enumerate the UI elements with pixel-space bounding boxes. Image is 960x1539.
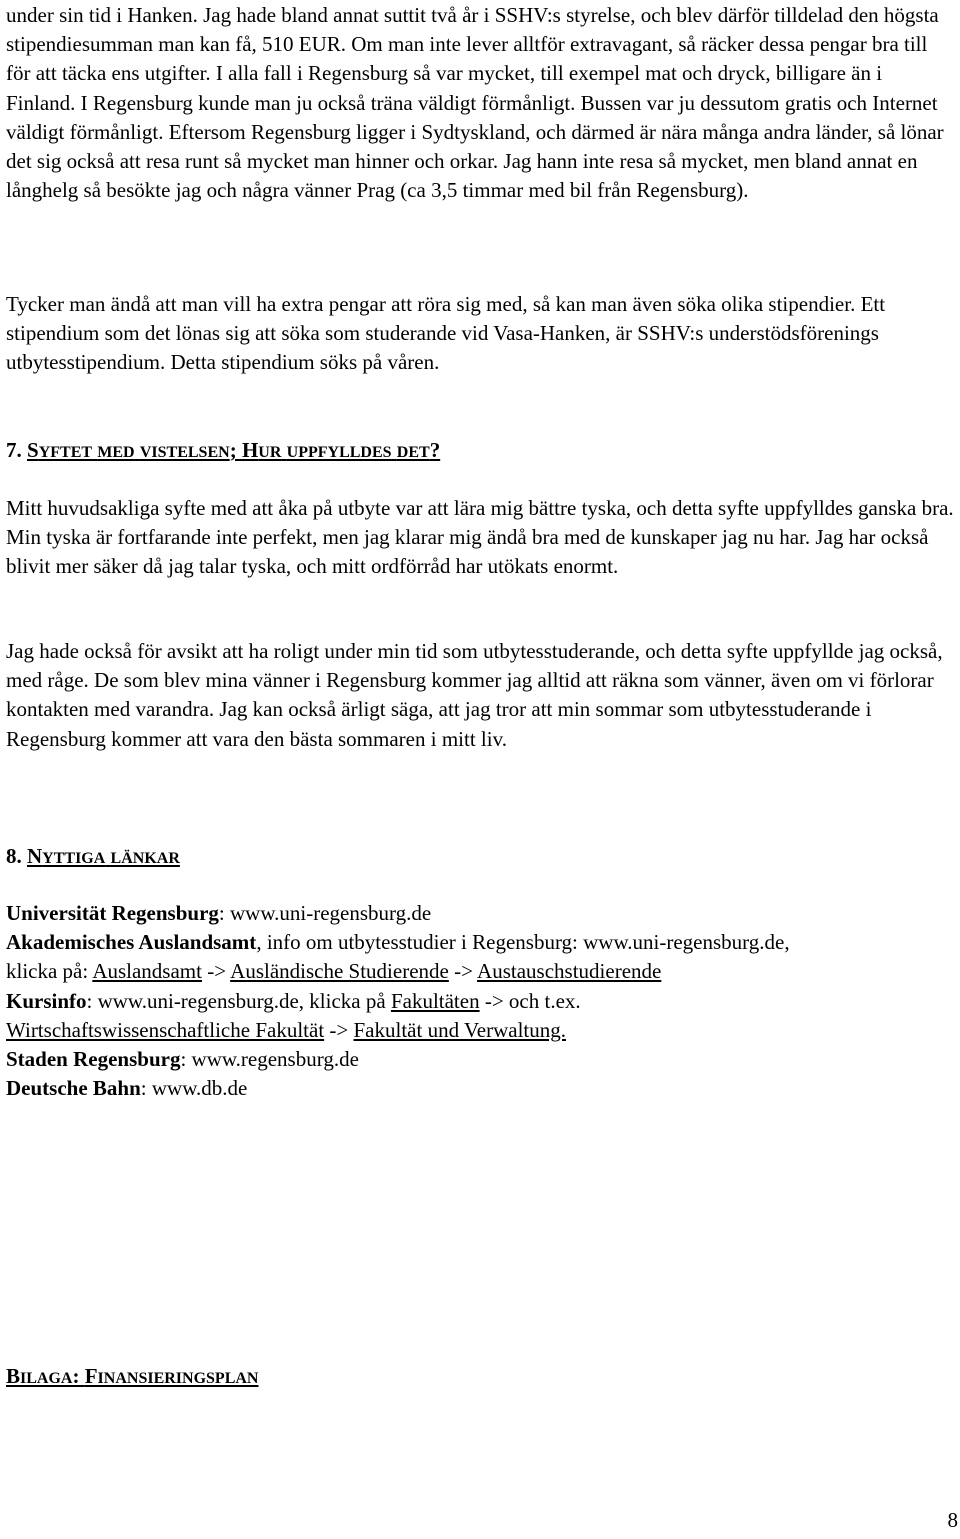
- link-label: Universität Regensburg: [6, 901, 219, 925]
- link-line-bahn: [6, 1074, 956, 1103]
- heading-word: B: [6, 1364, 21, 1388]
- heading-word: DET: [396, 444, 430, 461]
- link-auslaendische-studierende[interactable]: Ausländische Studierende: [230, 959, 449, 984]
- link-line-city: [6, 1045, 956, 1074]
- paragraph-financing: [6, 1, 956, 205]
- link-line-auslandsamt-path: [6, 957, 956, 986]
- paragraph-financing-text: under sin tid i Hanken. Jag hade bland annat suttit två år i SSHV:s styrelse, och blev därför tilldelad den högsta stipendiesumman man kan få, 510 EUR. Om man inte lever alltför extravagant, så räcker dessa pengar bra till för att täcka ens utgifter. I alla fall i Regensburg så var mycket, till exempel mat och dryck, billigare än i Finland. I Regensburg kunde man ju också träna väldigt förmånligt. Bussen var ju dessutom gratis och Internet väldigt förmånligt. Eftersom Regensburg ligger i Sydtyskland, och därmed är nära många andra länder, så lönar det sig också att resa runt så mycket man hinner och orkar. Jag hann inte resa så mycket, men bland annat en långhelg så besökte jag och några vänner Prag (ca 3,5 timmar med bil från Regensburg).: [6, 3, 944, 203]
- link-label: Akademisches Auslandsamt: [6, 930, 257, 955]
- heading-word: INANSIERINGSPLAN: [97, 1370, 259, 1387]
- heading-word: YFTET: [38, 444, 93, 461]
- link-line-university: [6, 899, 956, 928]
- link-label: Staden Regensburg: [6, 1047, 181, 1072]
- link-label: Deutsche Bahn: [6, 1076, 141, 1101]
- appendix-heading-title: [6, 1364, 258, 1388]
- heading-word: F: [84, 1364, 98, 1388]
- section-heading-8: [6, 842, 180, 873]
- link-fakultaeten[interactable]: Fakultäten: [390, 988, 480, 1013]
- link-prefix: klicka på:: [6, 959, 93, 984]
- heading-word: VISTELSEN: [139, 444, 230, 461]
- heading-word: S: [27, 438, 39, 462]
- link-austauschstudierende[interactable]: Austauschstudierende: [477, 959, 662, 984]
- heading-word: YTTIGA: [42, 850, 106, 867]
- heading-word: H: [241, 438, 259, 462]
- heading-word: MED: [97, 444, 135, 461]
- heading-word: UR: [258, 444, 282, 461]
- heading-word: ILAGA: [20, 1370, 73, 1387]
- paragraph-scholarships-text: Tycker man ändå att man vill ha extra pengar att röra sig med, så kan man även söka olika stipendier. Ett stipendium som det lönas sig att söka som studerande vid Vasa-Hanken, är SSHV:s understödsförenings utbytesstipendium. Detta stipendium söks på våren.: [6, 292, 886, 375]
- link-line-auslandsamt: [6, 928, 956, 957]
- path-arrow: ->: [448, 959, 478, 984]
- link-url-text: : www.db.de: [140, 1076, 248, 1101]
- heading-word: UPPFYLLDES: [286, 444, 392, 461]
- link-wirtschaftswissenschaftliche-fakultaet[interactable]: Wirtschaftswissenschaftliche Fakultät: [6, 1017, 325, 1042]
- heading-separator: ;: [229, 438, 242, 462]
- useful-links-list: [6, 899, 956, 1103]
- paragraph-purpose-language-text: Mitt huvudsakliga syfte med att åka på utbyte var att lära mig bättre tyska, och detta syfte uppfylldes ganska bra. Min tyska är fortfarande inte perfekt, men jag klarar mig ändå bra med de kunskaper jag nu har. Jag har också blivit mer säker då jag talar tyska, och mitt ordförråd har utökats enormt.: [6, 496, 954, 579]
- link-line-kursinfo: [6, 987, 956, 1016]
- path-arrow: ->: [324, 1017, 354, 1042]
- link-suffix: -> och t.ex.: [479, 988, 581, 1013]
- link-line-fakultaet: [6, 1016, 956, 1045]
- link-label: Kursinfo: [6, 988, 87, 1013]
- paragraph-purpose-fun: [6, 637, 954, 754]
- heading-word: LÄNKAR: [110, 850, 180, 867]
- link-url-text: : www.uni-regensburg.de: [218, 901, 432, 925]
- link-url-text: : www.regensburg.de: [180, 1047, 359, 1072]
- heading-end: ?: [429, 438, 441, 462]
- paragraph-scholarships: [6, 290, 926, 378]
- paragraph-purpose-language: [6, 494, 954, 582]
- link-auslandsamt[interactable]: Auslandsamt: [92, 959, 202, 984]
- link-url-text: : www.uni-regensburg.de, klicka på: [86, 988, 391, 1013]
- heading-number: 7.: [6, 438, 27, 462]
- link-fakultaet-und-verwaltung[interactable]: Fakultät und Verwaltung.: [353, 1017, 567, 1042]
- heading-8-title: [27, 844, 180, 868]
- heading-7-title: [27, 438, 440, 462]
- heading-separator: :: [72, 1364, 85, 1388]
- heading-number: 8.: [6, 844, 27, 868]
- section-heading-7: [6, 436, 440, 467]
- heading-word: N: [27, 844, 43, 868]
- page-number: 8: [947, 1508, 958, 1532]
- link-url-text: , info om utbytesstudier i Regensburg: www.uni-regensburg.de,: [256, 930, 790, 955]
- paragraph-purpose-fun-text: Jag hade också för avsikt att ha roligt under min tid som utbytesstuderande, och detta syfte uppfyllde jag också, med råge. De som blev mina vänner i Regensburg kommer jag alltid att räkna som vänner, även om vi förlorar kontakten med varandra. Jag kan också ärligt säga, att jag tror att min sommar som utbytesstuderande i Regensburg kommer att vara den bästa sommaren i mitt liv.: [6, 639, 943, 751]
- path-arrow: ->: [201, 959, 231, 984]
- appendix-heading: [6, 1362, 258, 1393]
